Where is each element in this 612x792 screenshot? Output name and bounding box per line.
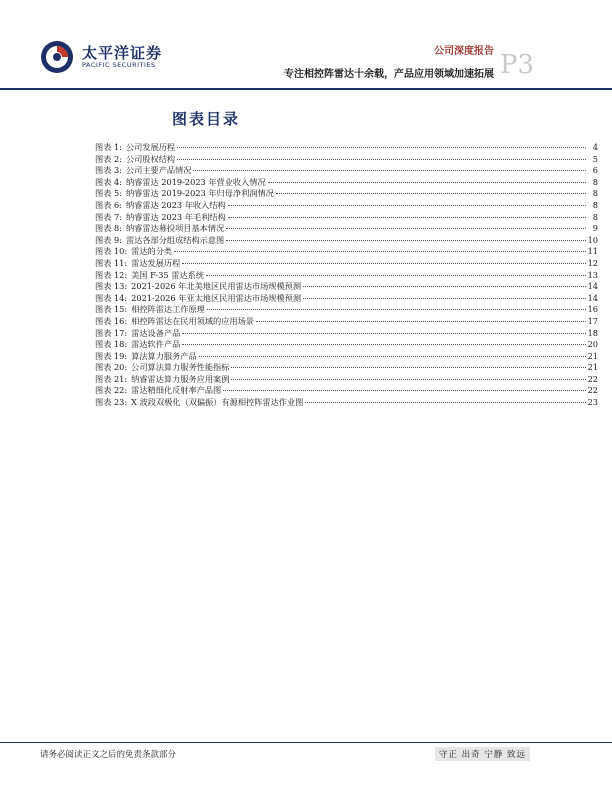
company-logo — [40, 40, 163, 76]
toc-entry-leader — [207, 309, 586, 310]
toc-entry[interactable] — [95, 385, 598, 397]
toc-entry[interactable] — [95, 177, 598, 189]
toc-entry[interactable] — [95, 142, 598, 154]
toc-entry-title: 2021-2026 年亚太地区民用雷达市场规模预测 — [131, 292, 302, 303]
toc-entry-title: 雷达精细化反射率产品图 — [131, 385, 222, 396]
toc-entry[interactable] — [95, 154, 598, 166]
toc-entry-leader — [231, 379, 585, 380]
toc-entry-label: 图表 15: — [95, 304, 128, 315]
toc-entry-leader — [276, 193, 586, 194]
toc-entry[interactable] — [95, 258, 598, 270]
toc-entry-title: 纳睿雷达算力服务应用案例 — [131, 373, 230, 384]
toc-entry-title: 公司算法算力服务性能指标 — [131, 362, 230, 373]
toc-entry-label: 图表 16: — [95, 315, 128, 326]
toc-entry-page: 16 — [587, 304, 598, 315]
toc-entry-page: 4 — [592, 142, 598, 152]
toc-entry-leader — [182, 333, 585, 334]
toc-entry-leader — [193, 170, 586, 171]
toc-entry-label: 图表 23: — [95, 397, 128, 408]
toc-entry-title: 算法算力服务产品 — [131, 350, 197, 361]
toc-entry-leader — [303, 298, 586, 299]
toc-entry-title: 纳睿雷达 2023 年收入结构 — [125, 199, 226, 210]
toc-entry-page: 8 — [592, 199, 598, 210]
toc-entry[interactable] — [95, 270, 598, 282]
toc-entry-label: 图表 18: — [95, 339, 128, 350]
toc-entry-page: 5 — [592, 153, 598, 164]
toc-entry-label: 图表 4: — [95, 176, 122, 187]
toc-entry-page: 23 — [587, 397, 598, 408]
toc-entry-label: 图表 1: — [95, 142, 122, 152]
toc-entry-page: 18 — [587, 327, 598, 338]
toc-entry-title: 雷达设备产品 — [131, 327, 181, 338]
toc-entry-label: 图表 7: — [95, 211, 122, 222]
toc-entry-leader — [231, 367, 585, 368]
toc-entry-title: 雷达的分类 — [131, 246, 173, 257]
toc-entry-label: 图表 8: — [95, 223, 122, 234]
toc-entry[interactable] — [95, 351, 598, 363]
toc-entry-label: 图表 20: — [95, 362, 128, 373]
toc-entry-title: 雷达软件产品 — [131, 339, 181, 350]
toc-entry-label: 图表 22: — [95, 385, 128, 396]
toc-entry-page: 22 — [587, 385, 598, 396]
toc-entry-leader — [182, 263, 585, 264]
toc-entry-page: 8 — [592, 211, 598, 222]
toc-entry-page: 13 — [587, 269, 598, 280]
toc-entry-page: 11 — [587, 246, 598, 257]
toc-entry-title: X 波段双极化（双偏振）有源相控阵雷达作业图 — [131, 397, 304, 408]
toc-entry[interactable] — [95, 397, 598, 409]
toc-entry-title: 2021-2026 年北美地区民用雷达市场规模预测 — [131, 281, 302, 292]
toc-entry-label: 图表 19: — [95, 350, 128, 361]
toc-entry-page: 20 — [587, 339, 598, 350]
toc-entry-page: 10 — [587, 234, 598, 245]
toc-entry[interactable] — [95, 246, 598, 258]
toc-entry-leader — [228, 205, 586, 206]
toc-entry-leader — [177, 159, 586, 160]
toc-entry-leader — [182, 344, 585, 345]
toc-entry-label: 图表 11: — [95, 257, 128, 268]
pacific-securities-logo-icon — [40, 40, 74, 74]
toc-entry[interactable] — [95, 339, 598, 351]
header-divider — [0, 88, 612, 90]
toc-entry-label: 图表 10: — [95, 246, 128, 257]
toc-entry-page: 12 — [587, 257, 598, 268]
toc-entry-page: 8 — [592, 188, 598, 199]
toc-entry[interactable] — [95, 362, 598, 374]
toc-entry[interactable] — [95, 188, 598, 200]
toc-entry-page: 21 — [587, 350, 598, 361]
toc-entry-title: 纳睿雷达 2023 年毛利结构 — [125, 211, 226, 222]
toc-title: 图表目录 — [171, 110, 240, 128]
toc-entry[interactable] — [95, 374, 598, 386]
toc-entry-title: 公司股权结构 — [125, 153, 176, 164]
page-number: P3 — [500, 50, 535, 80]
toc-entry-leader — [223, 390, 585, 391]
toc-entry-leader — [206, 275, 586, 276]
toc-entry-leader — [177, 147, 586, 148]
toc-entry[interactable] — [95, 328, 598, 340]
toc-entry-title: 纳睿雷达 2019-2023 年归母净利润情况 — [125, 188, 274, 199]
toc-entry-leader — [305, 402, 585, 403]
toc-entry-label: 图表 6: — [95, 199, 122, 210]
toc-entry[interactable] — [95, 281, 598, 293]
toc-entry[interactable] — [95, 235, 598, 247]
toc-entry-leader — [228, 217, 586, 218]
logo-chinese-name: 太平洋证券 — [82, 44, 163, 62]
toc-entry-title: 纳睿雷达募投项目基本情况 — [125, 223, 225, 234]
toc-entry-page: 22 — [587, 373, 598, 384]
toc-entry-page: 6 — [592, 165, 598, 176]
toc-entry[interactable] — [95, 200, 598, 212]
toc-entry-label: 图表 21: — [95, 373, 128, 384]
report-type: 公司深度报告 — [434, 46, 494, 57]
toc-entry-title: 公司主要产品情况 — [125, 165, 192, 176]
toc-entry-leader — [199, 356, 586, 357]
toc-entry-title: 相控阵雷达在民用领域的应用场景 — [131, 315, 254, 326]
footer-motto: 守正 出奇 宁静 致远 — [435, 747, 530, 761]
toc-entry-page: 14 — [587, 281, 598, 292]
toc-entry-title: 纳睿雷达 2019-2023 年营业收入情况 — [125, 176, 266, 187]
toc-entry-page: 21 — [587, 362, 598, 373]
toc-entry-label: 图表 5: — [95, 188, 122, 199]
toc-entry-label: 图表 14: — [95, 292, 128, 303]
toc-entry-label: 图表 2: — [95, 153, 122, 164]
toc-entry-page: 9 — [592, 223, 598, 234]
toc-entry-title: 公司发展历程 — [125, 142, 176, 152]
toc-entry[interactable] — [95, 304, 598, 316]
toc-entry-label: 图表 3: — [95, 165, 122, 176]
footer-divider — [0, 742, 612, 743]
toc-entry-leader — [174, 251, 585, 252]
toc-entry-page: 17 — [587, 315, 598, 326]
toc-entry-page: 8 — [592, 176, 598, 187]
report-subtitle: 专注相控阵雷达十余载，产品应用领域加速拓展 — [284, 69, 494, 80]
logo-english-name: PACIFIC SECURITIES — [82, 61, 156, 69]
toc-entry-title: 相控阵雷达工作原理 — [131, 304, 205, 315]
toc-entry-leader — [256, 321, 586, 322]
chart-table-of-contents — [95, 142, 598, 409]
toc-entry[interactable] — [95, 165, 598, 177]
toc-entry-title: 雷达各部分组成结构示意图 — [125, 234, 225, 245]
footer-disclaimer: 请务必阅读正文之后的免责条款部分 — [40, 750, 177, 760]
toc-entry-label: 图表 9: — [95, 234, 122, 245]
toc-entry-label: 图表 17: — [95, 327, 128, 338]
toc-entry-page: 14 — [587, 292, 598, 303]
toc-entry-leader — [226, 228, 586, 229]
toc-entry-label: 图表 12: — [95, 269, 128, 280]
toc-entry-title: 美国 F-35 雷达系统 — [131, 269, 204, 280]
toc-entry-leader — [226, 240, 585, 241]
toc-entry[interactable] — [95, 316, 598, 328]
toc-entry-label: 图表 13: — [95, 281, 128, 292]
toc-entry[interactable] — [95, 212, 598, 224]
toc-entry-leader — [268, 182, 586, 183]
toc-entry-leader — [303, 286, 586, 287]
toc-entry[interactable] — [95, 223, 598, 235]
toc-entry[interactable] — [95, 293, 598, 305]
toc-entry-title: 雷达发展历程 — [131, 257, 181, 268]
